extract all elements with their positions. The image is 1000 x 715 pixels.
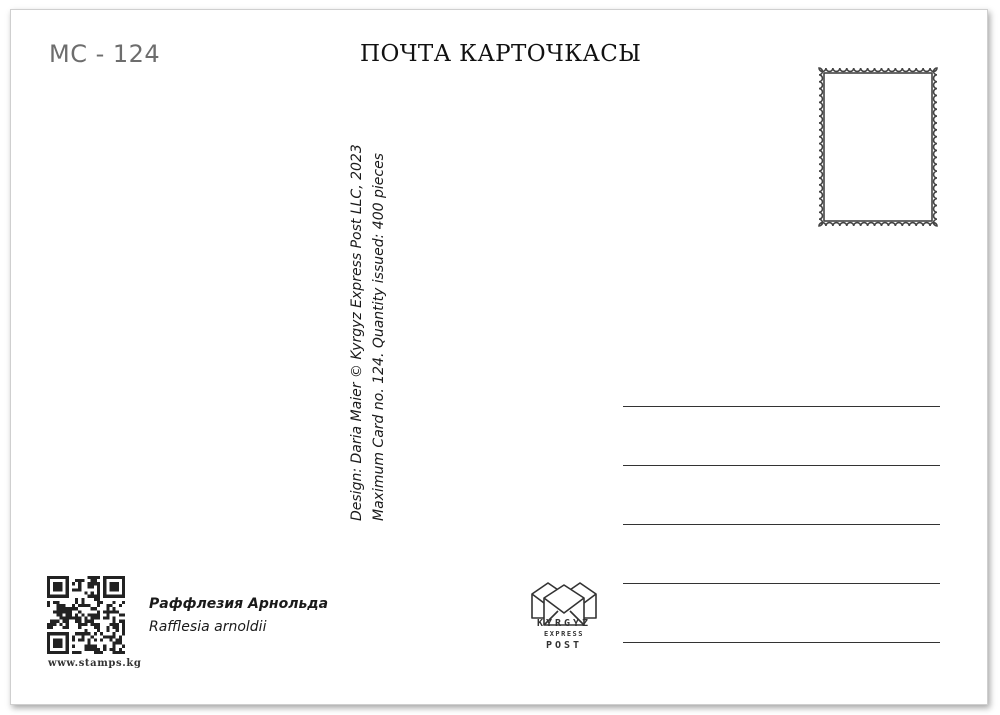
postcard-back (10, 9, 988, 705)
address-line-2 (623, 465, 940, 466)
website-label: www.stamps.kg (48, 658, 142, 669)
logo-text-express: EXPRESS (543, 630, 584, 638)
address-line-1 (623, 406, 940, 407)
card-code: MC - 124 (49, 40, 161, 68)
credits-block (346, 121, 390, 521)
address-line-3 (623, 524, 940, 525)
species-name-ru: Раффлезия Арнольда (149, 596, 329, 612)
design-credit: Design: Daria Maier © Kyrgyz Express Post LLC, 2023 (349, 144, 365, 521)
stamp-placeholder-icon (814, 63, 942, 231)
species-name-latin: Rafflesia arnoldii (149, 619, 267, 635)
logo-text-post: POST (545, 640, 583, 651)
address-line-4 (623, 583, 940, 584)
qr-code-icon (47, 576, 125, 654)
issue-info: Maximum Card no. 124. Quantity issued: 400 pieces (371, 153, 387, 521)
logo-text-kyrgyz: KYRGYZ (536, 618, 592, 629)
address-line-5 (623, 642, 940, 643)
card-title: ПОЧТА КАРТОЧКАСЫ (360, 41, 642, 67)
